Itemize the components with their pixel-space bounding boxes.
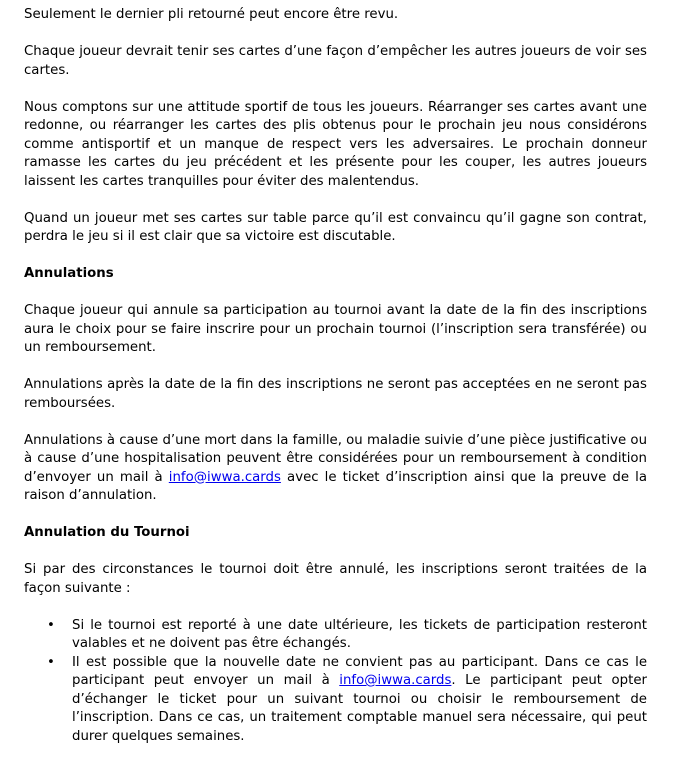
tournament-cancel-list (24, 617, 647, 747)
bullet-icon: • (47, 617, 55, 633)
email-link[interactable]: info@iwwa.cards (339, 673, 452, 688)
paragraph-last-trick: Seulement le dernier pli retourné peut encore être revu. (24, 7, 399, 22)
list-item (24, 654, 647, 747)
paragraph-claim: Quand un joueur met ses cartes sur table parce qu’il est convaincu qu’il gagne son contrat, perdra le jeu si il est clair que sa victoire est discutable. (24, 210, 647, 244)
paragraph-cancel-exceptions (24, 432, 647, 506)
cancel-exceptions-text-end: avec le ticket d’inscription ainsi que la preuve de la raison d’annulation. (24, 469, 648, 503)
heading-annulations: Annulations (24, 266, 114, 281)
paragraph-cancel-after-deadline: Annulations après la date de la fin des inscriptions ne seront pas acceptées en ne seront pas remboursées. (24, 377, 647, 411)
document-page (24, 6, 647, 746)
paragraph-sportsmanship: Nous comptons sur une attitude sportif de tous les joueurs. Réarranger ses cartes avant une redonne, ou réarranger les cartes des plis obtenus pour le prochain jeu nous considérons comme antisportif et un manque de respect vers les adversaires. Le prochain donneur ramasse les cartes du jeu précédent et les présente pour les couper, les autres joueurs laissent les cartes tranquilles pour éviter des malentendus. (24, 99, 647, 189)
bullet-icon: • (47, 654, 55, 670)
list-item-text-start: Il est possible que la nouvelle date ne convient pas au participant. Dans ce cas le participant peut envoyer un mail à (72, 654, 647, 688)
paragraph-tournament-cancel-intro: Si par des circonstances le tournoi doit être annulé, les inscriptions seront traitées de la façon suivante : (24, 562, 647, 596)
list-item-text-end: . Le participant peut opter d’échanger le ticket pour un suivant tournoi ou choisir le remboursement de l’inscription. Dans ce cas, un traitement comptable manuel sera nécessaire, qui peut durer quelques semaines. (72, 673, 647, 744)
heading-annulation-tournoi: Annulation du Tournoi (24, 525, 190, 540)
cancel-exceptions-text-start: Annulations à cause d’une mort dans la famille, ou maladie suivie d’une pièce justificative ou à cause d’une hospitalisation peuvent être considérées pour un remboursement à condition d’envoyer un mail à (24, 432, 647, 485)
email-link[interactable]: info@iwwa.cards (168, 469, 281, 485)
paragraph-hold-cards: Chaque joueur devrait tenir ses cartes d’une façon d’empêcher les autres joueurs de voir ses cartes. (24, 44, 647, 78)
list-item (24, 617, 647, 654)
list-item-text: Si le tournoi est reporté à une date ultérieure, les tickets de participation resteront valables et ne doivent pas être échangés. (72, 617, 647, 651)
paragraph-cancel-before-deadline: Chaque joueur qui annule sa participation au tournoi avant la date de la fin des inscriptions aura le choix pour se faire inscrire pour un prochain tournoi (l’inscription sera transférée) ou un remboursement. (24, 303, 647, 355)
